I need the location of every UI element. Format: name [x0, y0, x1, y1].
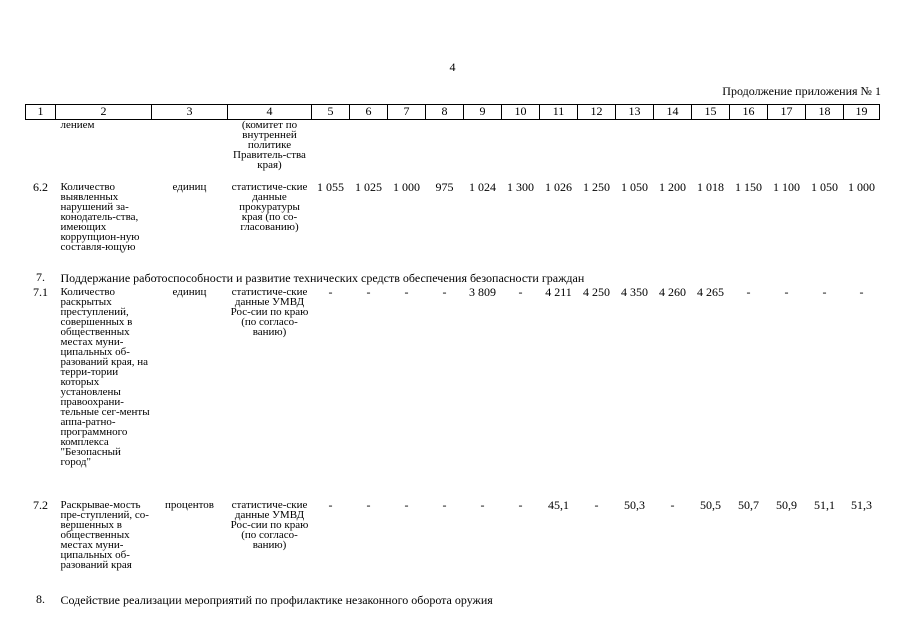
value-cell: 1 200 [659, 179, 686, 194]
header-row [26, 105, 880, 120]
value-cell: - [822, 284, 827, 299]
value-cell: 1 150 [735, 179, 762, 194]
name-cell: лением [60, 119, 95, 131]
column-header: 12 [578, 105, 616, 120]
value-cell: 51,3 [851, 497, 872, 512]
section-row [26, 592, 880, 608]
continuation-label: Продолжение приложения № 1 [722, 84, 881, 98]
name-cell: Количество раскрытых преступлений, совершенных в общественных местах муни-ципальных об-разований края, на терри-тории которых установлены правоохрани-тельные сег-менты аппа-ратно-программного комплекса "Безопасный город" [60, 285, 150, 468]
value-cell: - [670, 497, 675, 512]
column-header: 2 [56, 105, 152, 120]
carry-row [26, 120, 880, 182]
column-header: 13 [616, 105, 654, 120]
section-row [26, 269, 880, 287]
value-cell: 1 100 [773, 179, 800, 194]
value-cell: 1 025 [355, 179, 382, 194]
value-cell: - [366, 284, 371, 299]
value-cell: 1 250 [583, 179, 610, 194]
value-cell: 51,1 [814, 497, 835, 512]
page-number: 4 [449, 60, 456, 74]
value-cell: - [784, 284, 789, 299]
column-header: 9 [464, 105, 502, 120]
row-number: 6.2 [33, 179, 48, 194]
row-number: 8. [36, 591, 45, 606]
value-cell: - [328, 497, 333, 512]
value-cell: 1 026 [545, 179, 572, 194]
value-cell: - [518, 284, 523, 299]
section-title: Поддержание работоспособности и развитие технических средств обеспечения безопасности граждан [60, 270, 585, 285]
value-cell: 50,5 [700, 497, 721, 512]
value-cell: 50,3 [624, 497, 645, 512]
value-cell: 1 050 [811, 179, 838, 194]
source-cell: (комитет по внутренней политике Правитель-ства края) [233, 119, 306, 171]
value-cell: 1 300 [507, 179, 534, 194]
value-cell: 1 055 [317, 179, 344, 194]
column-header: 1 [26, 105, 56, 120]
table-row [26, 287, 880, 500]
row-number: 7. [36, 269, 45, 284]
indicators-table [25, 104, 880, 608]
value-cell: 4 260 [659, 284, 686, 299]
column-header: 5 [312, 105, 350, 120]
column-header: 10 [502, 105, 540, 120]
column-header: 18 [806, 105, 844, 120]
value-cell: 1 000 [848, 179, 875, 194]
value-cell: 4 350 [621, 284, 648, 299]
value-cell: - [442, 284, 447, 299]
value-cell: 975 [435, 179, 454, 194]
value-cell: 1 024 [469, 179, 496, 194]
value-cell: - [859, 284, 864, 299]
column-header: 3 [152, 105, 228, 120]
value-cell: 1 050 [621, 179, 648, 194]
column-header: 17 [768, 105, 806, 120]
column-header: 14 [654, 105, 692, 120]
unit-cell: процентов [165, 498, 214, 511]
value-cell: - [404, 497, 409, 512]
table-row [26, 500, 880, 592]
value-cell: - [518, 497, 523, 512]
name-cell: Раскрывае-мость пре-ступлений, со-вершенных в общественных местах муни-ципальных об-разований края [60, 498, 149, 571]
column-header: 16 [730, 105, 768, 120]
column-header: 15 [692, 105, 730, 120]
column-header: 11 [540, 105, 578, 120]
row-number: 7.1 [33, 284, 48, 299]
column-header: 8 [426, 105, 464, 120]
column-header: 19 [844, 105, 880, 120]
value-cell: 45,1 [548, 497, 569, 512]
value-cell: 1 000 [393, 179, 420, 194]
value-cell: - [442, 497, 447, 512]
column-header: 6 [350, 105, 388, 120]
source-cell: статистиче-ские данные УМВД Рос-сии по краю (по согласо-ванию) [230, 498, 309, 551]
value-cell: 4 211 [545, 284, 572, 299]
value-cell: 50,9 [776, 497, 797, 512]
name-cell: Количество выявленных нарушений за-конодатель-ства, имеющих коррупцион-ную составля-ющую [60, 180, 140, 253]
row-number: 7.2 [33, 497, 48, 512]
value-cell: 3 809 [469, 284, 496, 299]
value-cell: - [366, 497, 371, 512]
column-header: 4 [228, 105, 312, 120]
section-title: Содействие реализации мероприятий по профилактике незаконного оборота оружия [60, 592, 493, 607]
value-cell: - [746, 284, 751, 299]
value-cell: - [480, 497, 485, 512]
value-cell: 4 265 [697, 284, 724, 299]
value-cell: 4 250 [583, 284, 610, 299]
table-row [26, 182, 880, 269]
value-cell: 1 018 [697, 179, 724, 194]
value-cell: - [328, 284, 333, 299]
source-cell: статистиче-ские данные УМВД Рос-сии по краю (по согласо-ванию) [230, 285, 309, 338]
unit-cell: единиц [172, 180, 207, 193]
column-header: 7 [388, 105, 426, 120]
value-cell: - [404, 284, 409, 299]
value-cell: - [594, 497, 599, 512]
source-cell: статистиче-ские данные прокуратуры края (по со-гласованию) [231, 180, 308, 233]
unit-cell: единиц [172, 285, 207, 298]
value-cell: 50,7 [738, 497, 759, 512]
